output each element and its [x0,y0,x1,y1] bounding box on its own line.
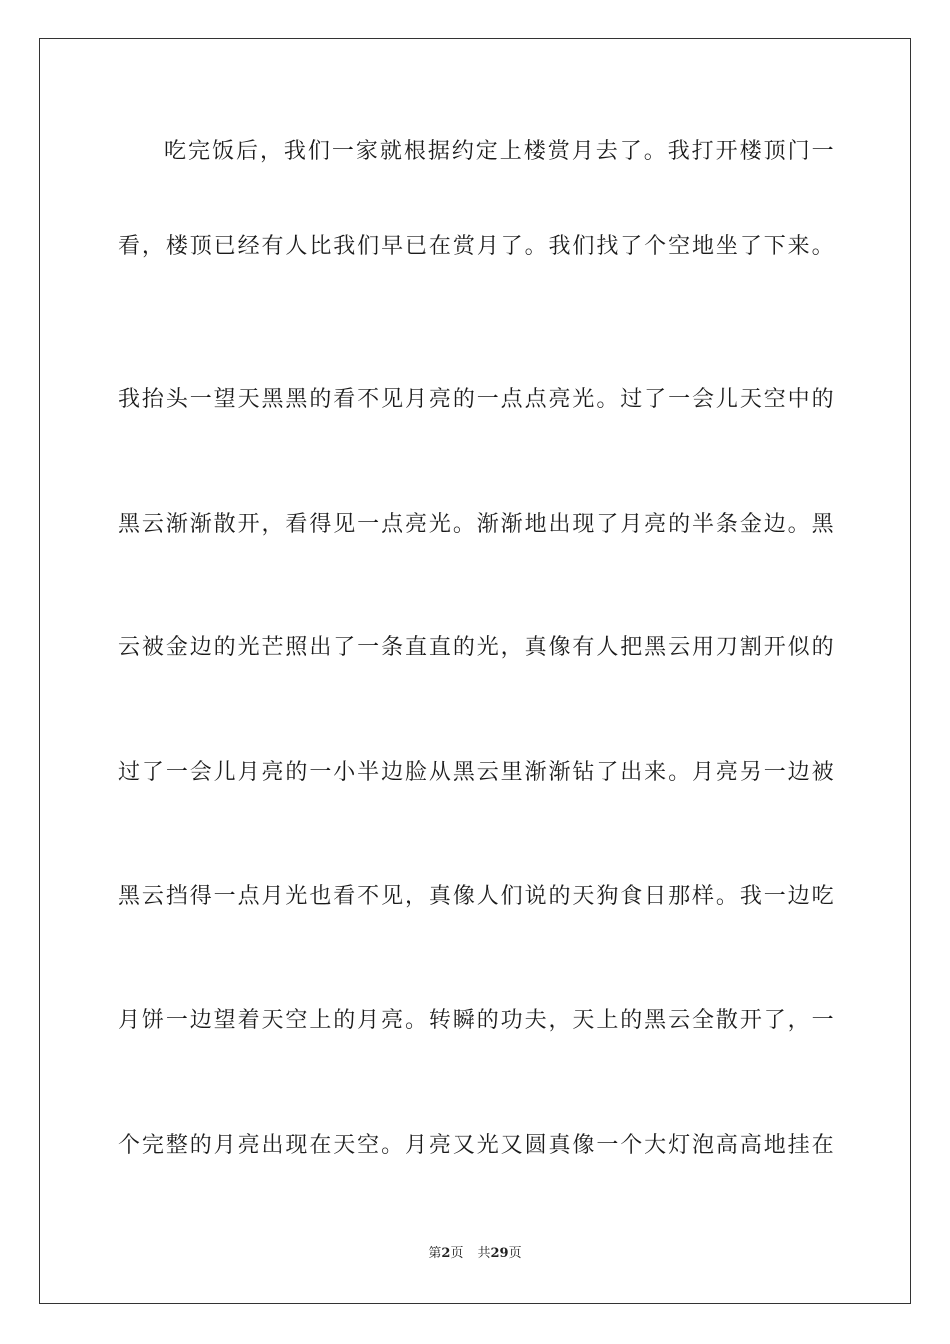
text-line-1: 吃完饭后，我们一家就根据约定上楼赏月去了。我打开楼顶门一 [164,139,834,164]
total-suffix: 页 [508,1246,522,1261]
text-line-7: 黑云挡得一点月光也看不见，真像人们说的天狗食日那样。我一边吃 [118,884,834,909]
page-border [39,38,911,1304]
page-suffix: 页 [450,1246,464,1261]
page-number: 2 [441,1246,451,1261]
text-line-9: 个完整的月亮出现在天空。月亮又光又圆真像一个大灯泡高高地挂在 [118,1133,834,1158]
text-line-4: 黑云渐渐散开，看得见一点亮光。渐渐地出现了月亮的半条金边。黑 [118,512,834,537]
text-line-2: 看，楼顶已经有人比我们早已在赏月了。我们找了个空地坐了下来。 [118,234,834,259]
text-line-5: 云被金边的光芒照出了一条直直的光，真像有人把黑云用刀割开似的 [118,635,834,660]
text-line-3: 我抬头一望天黑黑的看不见月亮的一点点亮光。过了一会儿天空中的 [118,387,834,412]
total-prefix: 共 [477,1246,491,1261]
page-prefix: 第 [428,1246,442,1261]
text-line-8: 月饼一边望着天空上的月亮。转瞬的功夫，天上的黑云全散开了，一 [118,1008,834,1033]
total-pages: 29 [490,1246,509,1261]
text-line-6: 过了一会儿月亮的一小半边脸从黑云里渐渐钻了出来。月亮另一边被 [118,760,834,785]
page-footer [0,1245,950,1263]
